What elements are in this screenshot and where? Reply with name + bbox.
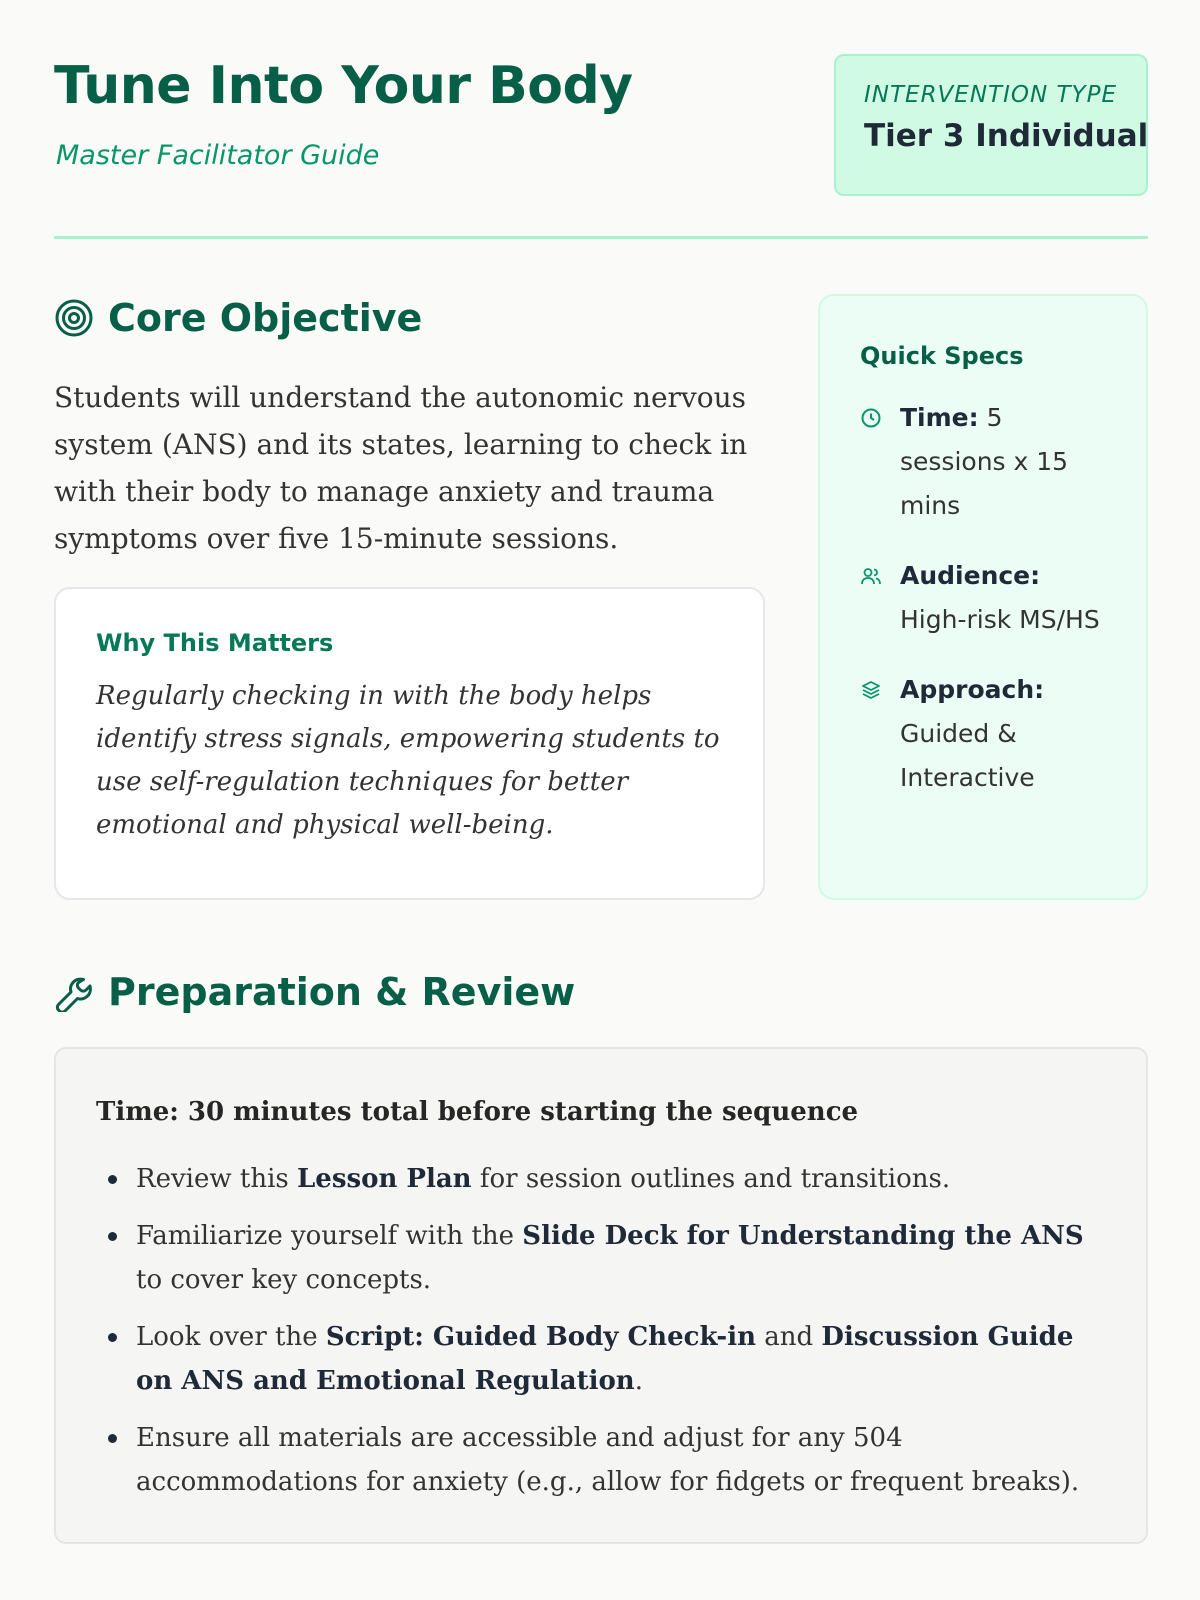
page-title: Tune Into Your Body [54,56,633,116]
core-objective-text: Students will understand the autonomic nervous system (ANS) and its states, learning to check in with their body to manage anxiety and trauma symptoms over five 15-minute sessions. [54,381,748,555]
intervention-type-label: INTERVENTION TYPE [864,82,1117,108]
quick-specs-panel [818,294,1148,900]
list-item-bold-text: Discussion Guide on ANS and Emotional Regulation [136,1322,1074,1396]
spec-item-time [860,396,1108,528]
wrench-icon [54,972,94,1012]
spec-audience-value: High-risk MS/HS [900,605,1100,634]
preparation-list [96,1157,1106,1504]
list-item-text: . [634,1366,643,1396]
core-objective-heading [54,296,422,340]
intervention-type-value: Tier 3 Individual [864,118,1149,154]
list-item-text: Look over the [136,1322,326,1352]
list-item-bold-text: Slide Deck for Understanding the ANS [522,1221,1084,1251]
why-this-matters-card [54,587,765,900]
spec-approach-text [900,668,1108,800]
page-subtitle: Master Facilitator Guide [56,140,380,171]
spec-time-label: Time: [900,403,979,432]
preparation-heading [54,970,575,1014]
list-item-text: Review this [136,1164,297,1194]
list-item [96,1214,1106,1302]
layers-icon [860,679,882,701]
list-item-text: Ensure all materials are accessible and adjust for any 504 accommodations for anxiety (e.g., allow for fidgets or frequent breaks). [136,1423,1080,1497]
header-divider [54,236,1148,239]
list-item [96,1157,1106,1201]
list-item-bold-text: Lesson Plan [297,1164,472,1194]
clock-icon [860,407,882,429]
spec-item-approach [860,668,1108,800]
target-icon [54,298,94,338]
core-objective-heading-text: Core Objective [108,296,423,340]
why-this-matters-title: Why This Matters [96,629,334,657]
spec-time-value: 5 sessions x 15 mins [900,403,1069,520]
preparation-time: Time: 30 minutes total before starting the sequence [96,1097,859,1127]
list-item [96,1315,1106,1403]
list-item-text: Familiarize yourself with the [136,1221,523,1251]
spec-item-audience [860,554,1108,642]
list-item-bold-text: Script: Guided Body Check-in [325,1322,756,1352]
why-this-matters-text: Regularly checking in with the body helps identify stress signals, empowering students to use self-regulation techniques for better emotional and physical well-being. [96,681,720,840]
quick-specs-title: Quick Specs [860,342,1024,370]
spec-approach-value: Guided & Interactive [900,719,1035,792]
list-item-text: for session outlines and transitions. [471,1164,951,1194]
list-item-text: to cover key concepts. [136,1265,432,1295]
spec-audience-label: Audience: [900,561,1041,590]
intervention-type-badge [834,54,1148,196]
preparation-card [54,1047,1148,1544]
document-page [54,0,1148,1600]
users-icon [860,565,882,587]
spec-audience-text [900,554,1108,642]
document-header [54,40,1148,200]
spec-approach-label: Approach: [900,675,1045,704]
list-item [96,1416,1106,1504]
spec-time-text [900,396,1108,528]
list-item-text: and [755,1322,822,1352]
preparation-heading-text: Preparation & Review [108,970,576,1014]
